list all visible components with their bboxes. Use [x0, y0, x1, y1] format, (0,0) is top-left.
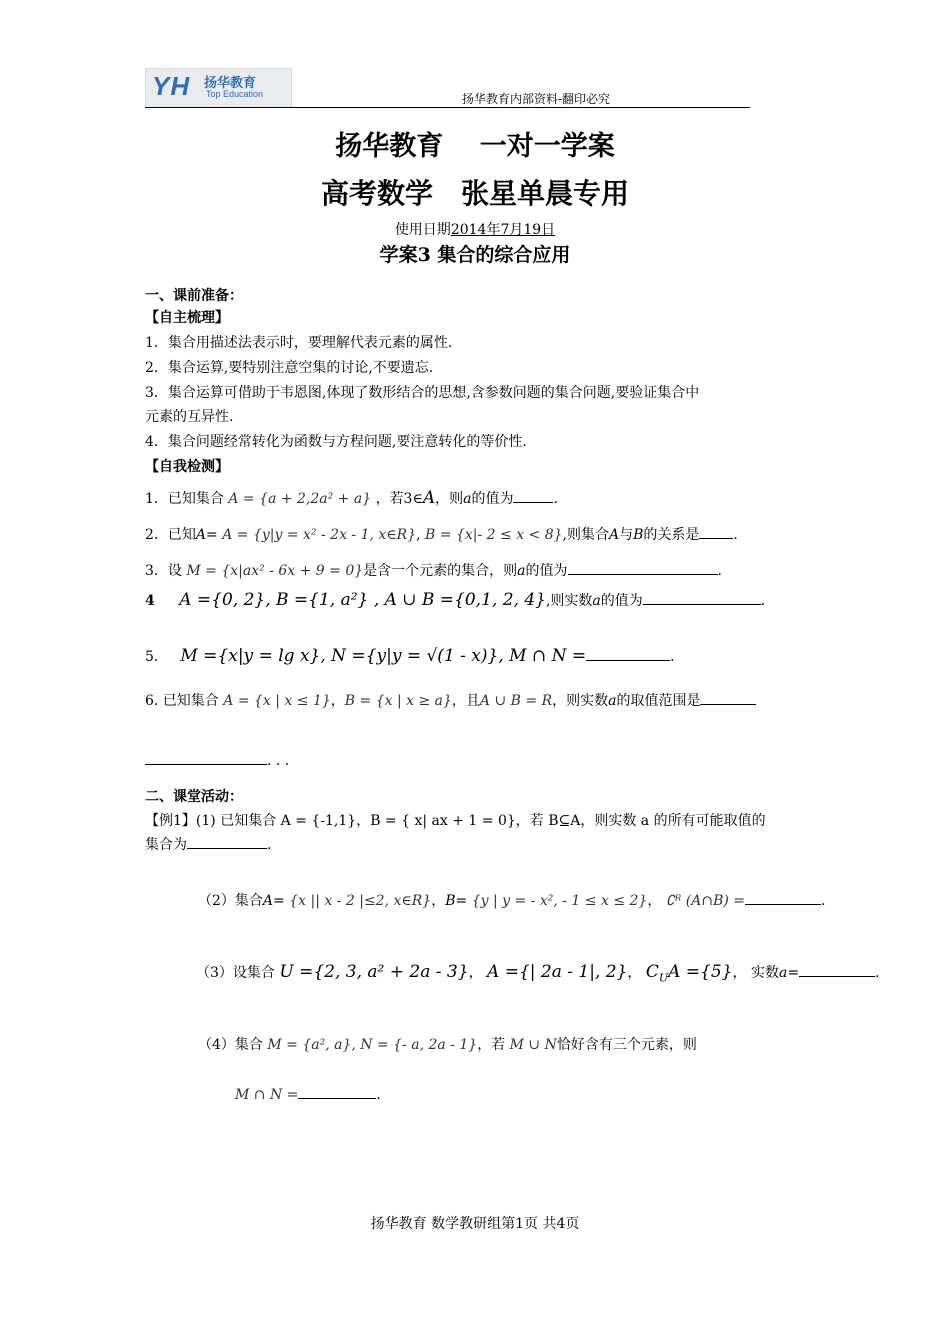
- answer-blank[interactable]: [699, 524, 733, 539]
- header-text: 扬华教育内部资料-翻印必究: [461, 92, 610, 106]
- answer-blank[interactable]: [586, 646, 670, 661]
- answer-blank[interactable]: [513, 488, 553, 503]
- review-item-1: 1．集合用描述法表示时，要理解代表元素的属性.: [145, 335, 453, 351]
- section2-heading: 二、课堂活动：: [145, 789, 243, 805]
- question-3: 3．设 M = {x|ax² - 6x + 9 = 0}是含一个元素的集合，则a的值为 .: [145, 560, 722, 580]
- p4-formula-union: M ∪ N: [509, 1037, 557, 1053]
- answer-blank[interactable]: [187, 834, 267, 849]
- review-item-3-cont: 元素的互异性.: [145, 409, 234, 425]
- example-1-part4-cont: M ∩ N = .: [235, 1084, 381, 1103]
- page-footer: 扬华教育 数学教研组第1页 共4页: [370, 1216, 580, 1232]
- q2-formula-b: B = {x|- 2 ≤ x < 8}: [425, 527, 563, 543]
- p2-formula-b: {y | y = - x², - 1 ≤ x ≤ 2}: [471, 893, 648, 909]
- p2-formula-a: {x || x - 2 |≤2, x∈R}: [289, 893, 432, 909]
- question-5: 5． M ={x|y = lg x}, N ={y|y = √(1 - x)}, M ∩ N = .: [145, 646, 675, 666]
- date-line: [0, 219, 950, 239]
- subheading-check: 【自我检测】: [145, 459, 229, 475]
- answer-blank[interactable]: [298, 1084, 376, 1099]
- question-6: 6. 已知集合 A = {x | x ≤ 1}，B = {x | x ≥ a}，且A ∪ B = R，则实数a的取值范围是: [145, 690, 756, 710]
- q4-formula: A ={0, 2}, B ={1, a²} , A ∪ B ={0,1, 2, 4}: [179, 590, 546, 610]
- q2-formula-a: A = {y|y = x² - 2x - 1, x∈R}: [222, 527, 417, 543]
- q5-formula: M ={x|y = lg x}, N ={y|y = √(1 - x)}, M ∩ N =: [180, 646, 587, 666]
- answer-blank[interactable]: [700, 690, 756, 705]
- question-2: 2．已知A= A = {y|y = x² - 2x - 1, x∈R}, B = {x|- 2 ≤ x < 8},则集合A与B的关系是 .: [145, 524, 738, 544]
- header-divider: [145, 107, 750, 108]
- logo-cn: 扬华教育: [204, 76, 257, 91]
- answer-blank[interactable]: [568, 560, 718, 575]
- example-1-line2: 集合为 .: [145, 834, 271, 854]
- q1-formula: A = {a + 2,2a² + a}: [228, 491, 372, 507]
- lesson-title: 学案3 集合的综合应用: [379, 244, 571, 266]
- p3-formula-a: A ={| 2a - 1|, 2}: [487, 962, 628, 982]
- answer-blank[interactable]: [145, 750, 267, 765]
- answer-blank[interactable]: [799, 962, 875, 977]
- logo-en: Top Education: [206, 89, 264, 99]
- date-label: 使用日期: [394, 222, 451, 238]
- answer-blank[interactable]: [745, 890, 821, 905]
- logo-mark: YH: [152, 71, 191, 101]
- p4-formula-intersection: M ∩ N =: [235, 1087, 299, 1103]
- review-item-2: 2．集合运算,要特别注意空集的讨论,不要遗忘.: [145, 360, 434, 376]
- p3-formula-u: U ={2, 3, a² + 2a - 3}: [279, 962, 469, 982]
- section1-heading: 一、课前准备：: [145, 288, 243, 304]
- title-main: 扬华教育 一对一学案: [335, 131, 615, 162]
- q3-formula: M = {x|ax² - 6x + 9 = 0}: [186, 563, 364, 579]
- question-1: 1．已知集合 A = {a + 2,2a² + a} ，若3∈A，则a的值为 .: [145, 488, 558, 508]
- example-1-part3: （3）设集合 U ={2, 3, a² + 2a - 3}， A ={| 2a - 1|, 2}， $C_UA =\{5\}$， 实数a= .: [196, 962, 880, 985]
- q6-formula-b: B = {x | x ≥ a}: [344, 693, 452, 709]
- p2-complement: ∁ᴿ (A∩B) =: [665, 893, 745, 909]
- review-item-3: 3．集合运算可借助于韦恩图,体现了数形结合的思想,含参数问题的集合问题,要验证集合中: [145, 385, 700, 401]
- p3-complement: $C_UA =\{5\}$: [645, 962, 733, 985]
- review-item-4: 4．集合问题经常转化为函数与方程问题,要注意转化的等价性.: [145, 434, 527, 450]
- question-6-cont: . . .: [145, 750, 289, 769]
- q6-formula-c: A ∪ B = R: [479, 693, 553, 709]
- title-sub: 高考数学 张星单晨专用: [320, 177, 629, 210]
- example-1-line1: 【例1】(1) 已知集合 A = {-1,1}，B = { x| ax + 1 = 0}，若 B⊆A，则实数 a 的所有可能取值的: [145, 813, 766, 829]
- date-value: 2014年7月19日: [450, 222, 556, 238]
- q6-formula-a: A = {x | x ≤ 1}: [223, 693, 331, 709]
- example-1-part2: （2）集合A= {x || x - 2 |≤2, x∈R}，B= {y | y = - x², - 1 ≤ x ≤ 2}， ∁ᴿ (A∩B) = .: [198, 890, 825, 910]
- answer-blank[interactable]: [643, 590, 761, 605]
- p4-formula-mn: M = {a², a}, N = {- a, 2a - 1}: [267, 1037, 478, 1053]
- example-1-part4: （4）集合 M = {a², a}, N = {- a, 2a - 1}，若 M ∪ N恰好含有三个元素，则: [198, 1037, 697, 1053]
- question-4: 4 A ={0, 2}, B ={1, a²} , A ∪ B ={0,1, 2, 4},则实数a的值为 .: [145, 590, 766, 610]
- subheading-review: 【自主梳理】: [145, 310, 229, 326]
